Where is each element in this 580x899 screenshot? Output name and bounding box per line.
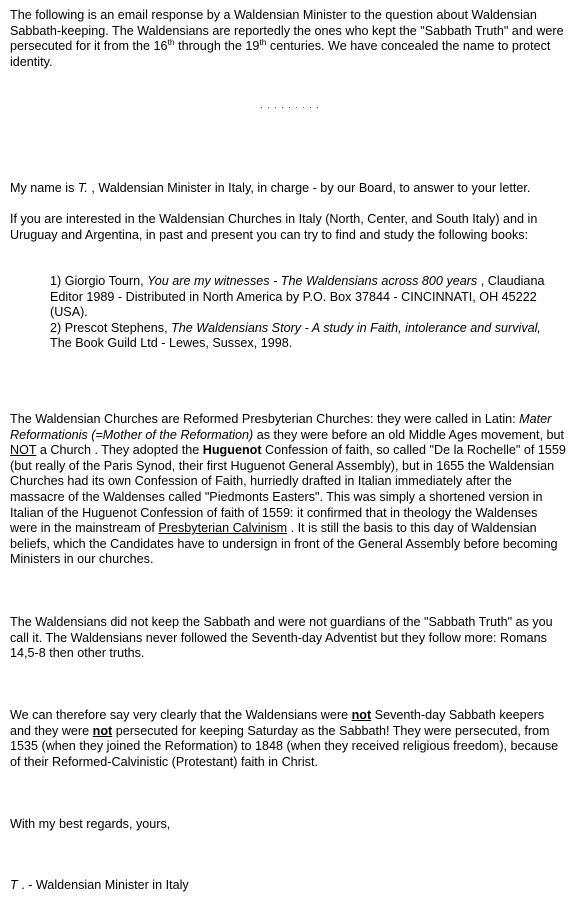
book-item: 2) Prescot Stephens, The Waldensians Story - A study in Faith, intolerance and survival, The Book Guild Ltd - Lewes, Sussex, 1998.: [50, 320, 541, 351]
books-intro-paragraph: If you are interested in the Waldensian Churches in Italy (North, Center, and South Italy) and in Uruguay and Argentina, in past and present you can try to find and study the following books:: [10, 212, 538, 242]
book-list: [50, 274, 550, 352]
sabbath-paragraph: The Waldensians did not keep the Sabbath and were not guardians of the "Sabbath Truth" as you call it. The Waldensians never followed the Seventh-day Adventist but they follow more: Romans 14,5-8 then other truths.: [10, 615, 553, 661]
signature-line: T . - Waldensian Minister in Italy: [10, 878, 189, 892]
closing-line: With my best regards, yours,: [10, 817, 171, 831]
greeting-paragraph: My name is T. , Waldensian Minister in Italy, in charge - by our Board, to answer to your letter.: [10, 181, 531, 195]
separator-dots: . . . . . . . . .: [260, 100, 320, 110]
reformed-paragraph: The Waldensian Churches are Reformed Presbyterian Churches: they were called in Latin: Mater Reformationis (=Mother of the Reformation) as they were before an old Middle Ages movement, but NOT a Church . They adopted the Huguenot Confession of faith, so called "De la Rochelle" of 1559 (but really of the Paris Synod, their first Huguenot General Assembly), but in 1655 the Waldensian Churches had its own Confession of Faith, hurriedly drafted in Italian immediately after the massacre of the Waldenses called "Piedmonts Easters". This was simply a shortened version in Italian of the Huguenot Confession of faith of 1559: it confirmed that in theology the Waldenses were in the mainstream of Presbyterian Calvinism . It is still the basis to this day of Waldensian beliefs, which the Candidates have to undersign in front of the General Assembly before becoming Ministers in our churches.: [10, 412, 566, 567]
conclusion-paragraph: We can therefore say very clearly that the Waldensians were not Seventh-day Sabbath keepers and they were not persecuted for keeping Saturday as the Sabbath! They were persecuted, from 1535 (when they joined the Reformation) to 1848 (when they received religious freedom), because of their Reformed-Calvinistic (Protestant) faith in Christ.: [10, 708, 559, 769]
book-item: 1) Giorgio Tourn, You are my witnesses - The Waldensians across 800 years , Claudiana Editor 1989 - Distributed in North America by P.O. Box 37844 - CINCINNATI, OH 45222 (USA).: [50, 274, 545, 320]
intro-paragraph: The following is an email response by a Waldensian Minister to the question about Waldensian Sabbath-keeping. The Waldensians are reportedly the ones who kept the "Sabbath Truth" and were persecuted for it from the 16th through the 19th centuries. We have concealed the name to protect identity.: [10, 8, 564, 69]
